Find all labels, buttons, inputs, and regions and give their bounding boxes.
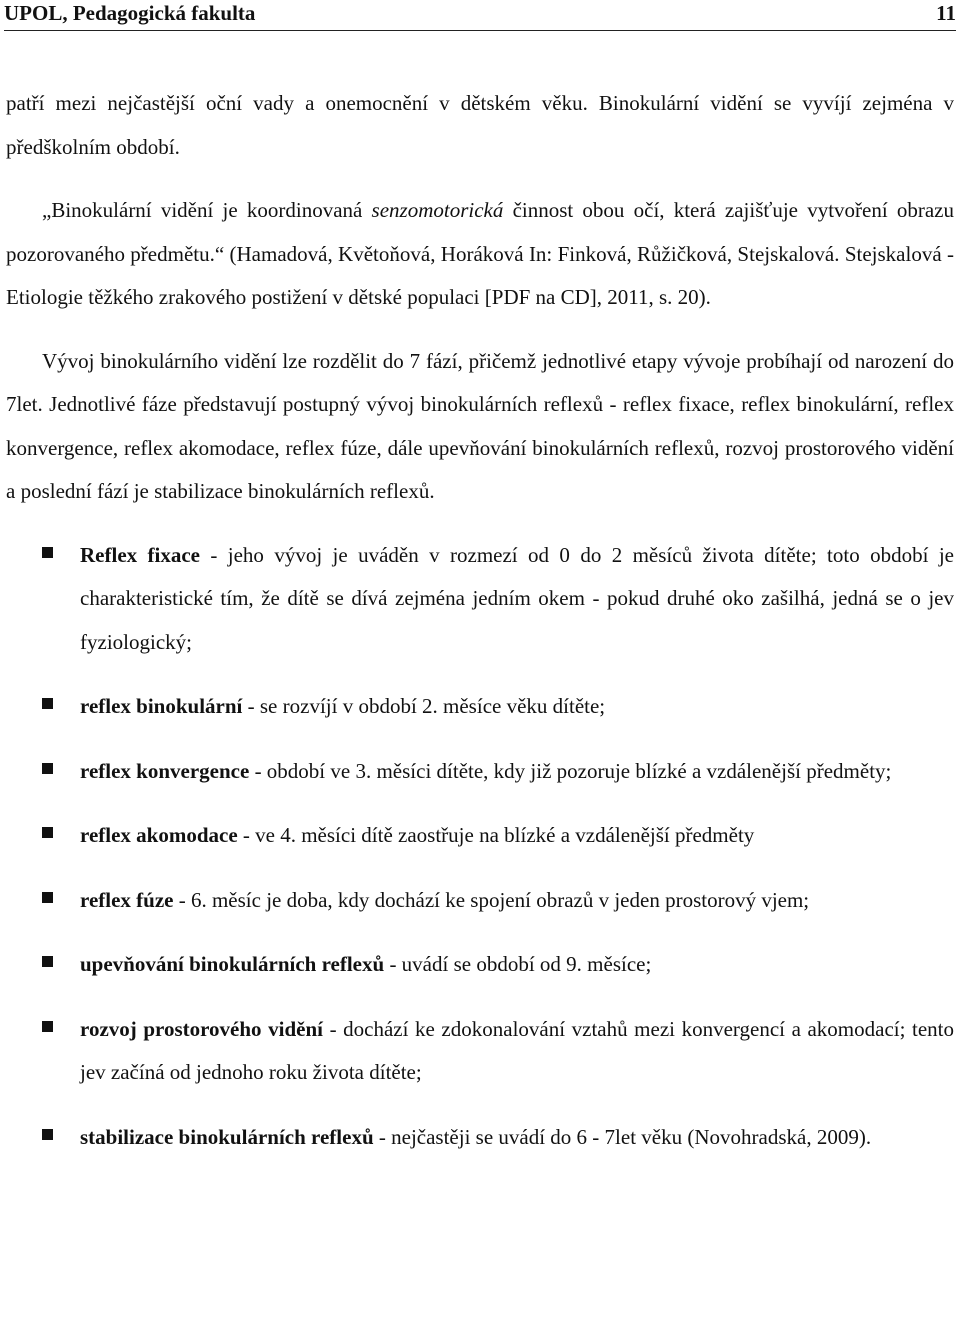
list-item	[6, 534, 954, 665]
paragraph-1: patří mezi nejčastější oční vady a onemocnění v dětském věku. Binokulární vidění se vyvíjí zejména v předškolním období.	[6, 91, 954, 159]
list-item-term: reflex fúze	[80, 887, 174, 912]
list-item-term: Reflex fixace	[80, 542, 200, 567]
header-divider	[4, 30, 956, 31]
page-header	[4, 0, 956, 30]
list-item-text: - ve 4. měsíci dítě zaostřuje na blízké a vzdálenější předměty	[237, 823, 755, 847]
reflex-list	[6, 534, 954, 1160]
header-title: UPOL, Pedagogická fakulta	[4, 1, 256, 25]
quote-italic-term: senzomotorická	[371, 198, 504, 222]
paragraph-3: Vývoj binokulárního vidění lze rozdělit do 7 fází, přičemž jednotlivé etapy vývoje probíhají od narození do 7let. Jednotlivé fáze představují postupný vývoj binokulárních reflexů - reflex fixace, reflex binokulární, reflex konvergence, reflex akomodace, reflex fúze, dále upevňování binokulárních reflexů, rozvoj prostorového vidění a poslední fází je stabilizace binokulárních reflexů.	[6, 348, 954, 503]
list-item-text: - nejčastěji se uvádí do 6 - 7let věku (Novohradská, 2009).	[373, 1124, 872, 1149]
bullet-square-icon	[42, 892, 53, 903]
bullet-square-icon	[42, 1129, 53, 1140]
list-item	[6, 1116, 954, 1160]
list-item-term: rozvoj prostorového vidění	[80, 1016, 323, 1041]
paragraph-2-quote	[6, 189, 954, 320]
bullet-square-icon	[42, 956, 53, 967]
list-item-text: - uvádí se období od 9. měsíce;	[384, 952, 652, 976]
bullet-square-icon	[42, 547, 53, 558]
page-number: 11	[936, 1, 956, 25]
bullet-square-icon	[42, 1021, 53, 1032]
list-item	[6, 1008, 954, 1095]
list-item-term: upevňování binokulárních reflexů	[80, 952, 385, 976]
quote-start: „Binokulární vidění je koordinovaná	[42, 198, 372, 222]
list-item	[6, 750, 954, 794]
list-item	[6, 943, 954, 987]
list-item-text: - dochází ke zdokonalování vztahů mezi konvergencí a akomodací; tento jev začíná od jednoho roku života dítěte;	[80, 1016, 954, 1084]
bullet-square-icon	[42, 763, 53, 774]
list-item-term: reflex akomodace	[80, 823, 238, 847]
bullet-square-icon	[42, 698, 53, 709]
list-item-text: - se rozvíjí v období 2. měsíce věku dítěte;	[242, 694, 606, 718]
list-item-text: - období ve 3. měsíci dítěte, kdy již pozoruje blízké a vzdálenější předměty;	[249, 758, 892, 783]
list-item	[6, 814, 954, 858]
list-item	[6, 685, 954, 729]
bullet-square-icon	[42, 827, 53, 838]
body-text	[6, 82, 954, 1180]
list-item-term: reflex konvergence	[80, 758, 250, 783]
list-item-term: stabilizace binokulárních reflexů	[80, 1124, 374, 1149]
list-item-text: - jeho vývoj je uváděn v rozmezí od 0 do 2 měsíců života dítěte; toto období je charakteristické tím, že dítě se dívá zejména jedním okem - pokud druhé oko zašilhá, jedná se o jev fyziologický;	[80, 542, 954, 654]
list-item	[6, 879, 954, 923]
quote-end-citation: činnost obou očí, která zajišťuje vytvoření obrazu pozorovaného předmětu.“ (Hamadová, Květoňová, Horáková In: Finková, Růžičková, Stejskalová. Stejskalová - Etiologie těžkého zrakového postižení v dětské populaci [PDF na CD], 2011, s. 20).	[6, 198, 955, 309]
list-item-term: reflex binokulární	[80, 694, 243, 718]
list-item-text: - 6. měsíc je doba, kdy dochází ke spojení obrazů v jeden prostorový vjem;	[173, 887, 810, 912]
